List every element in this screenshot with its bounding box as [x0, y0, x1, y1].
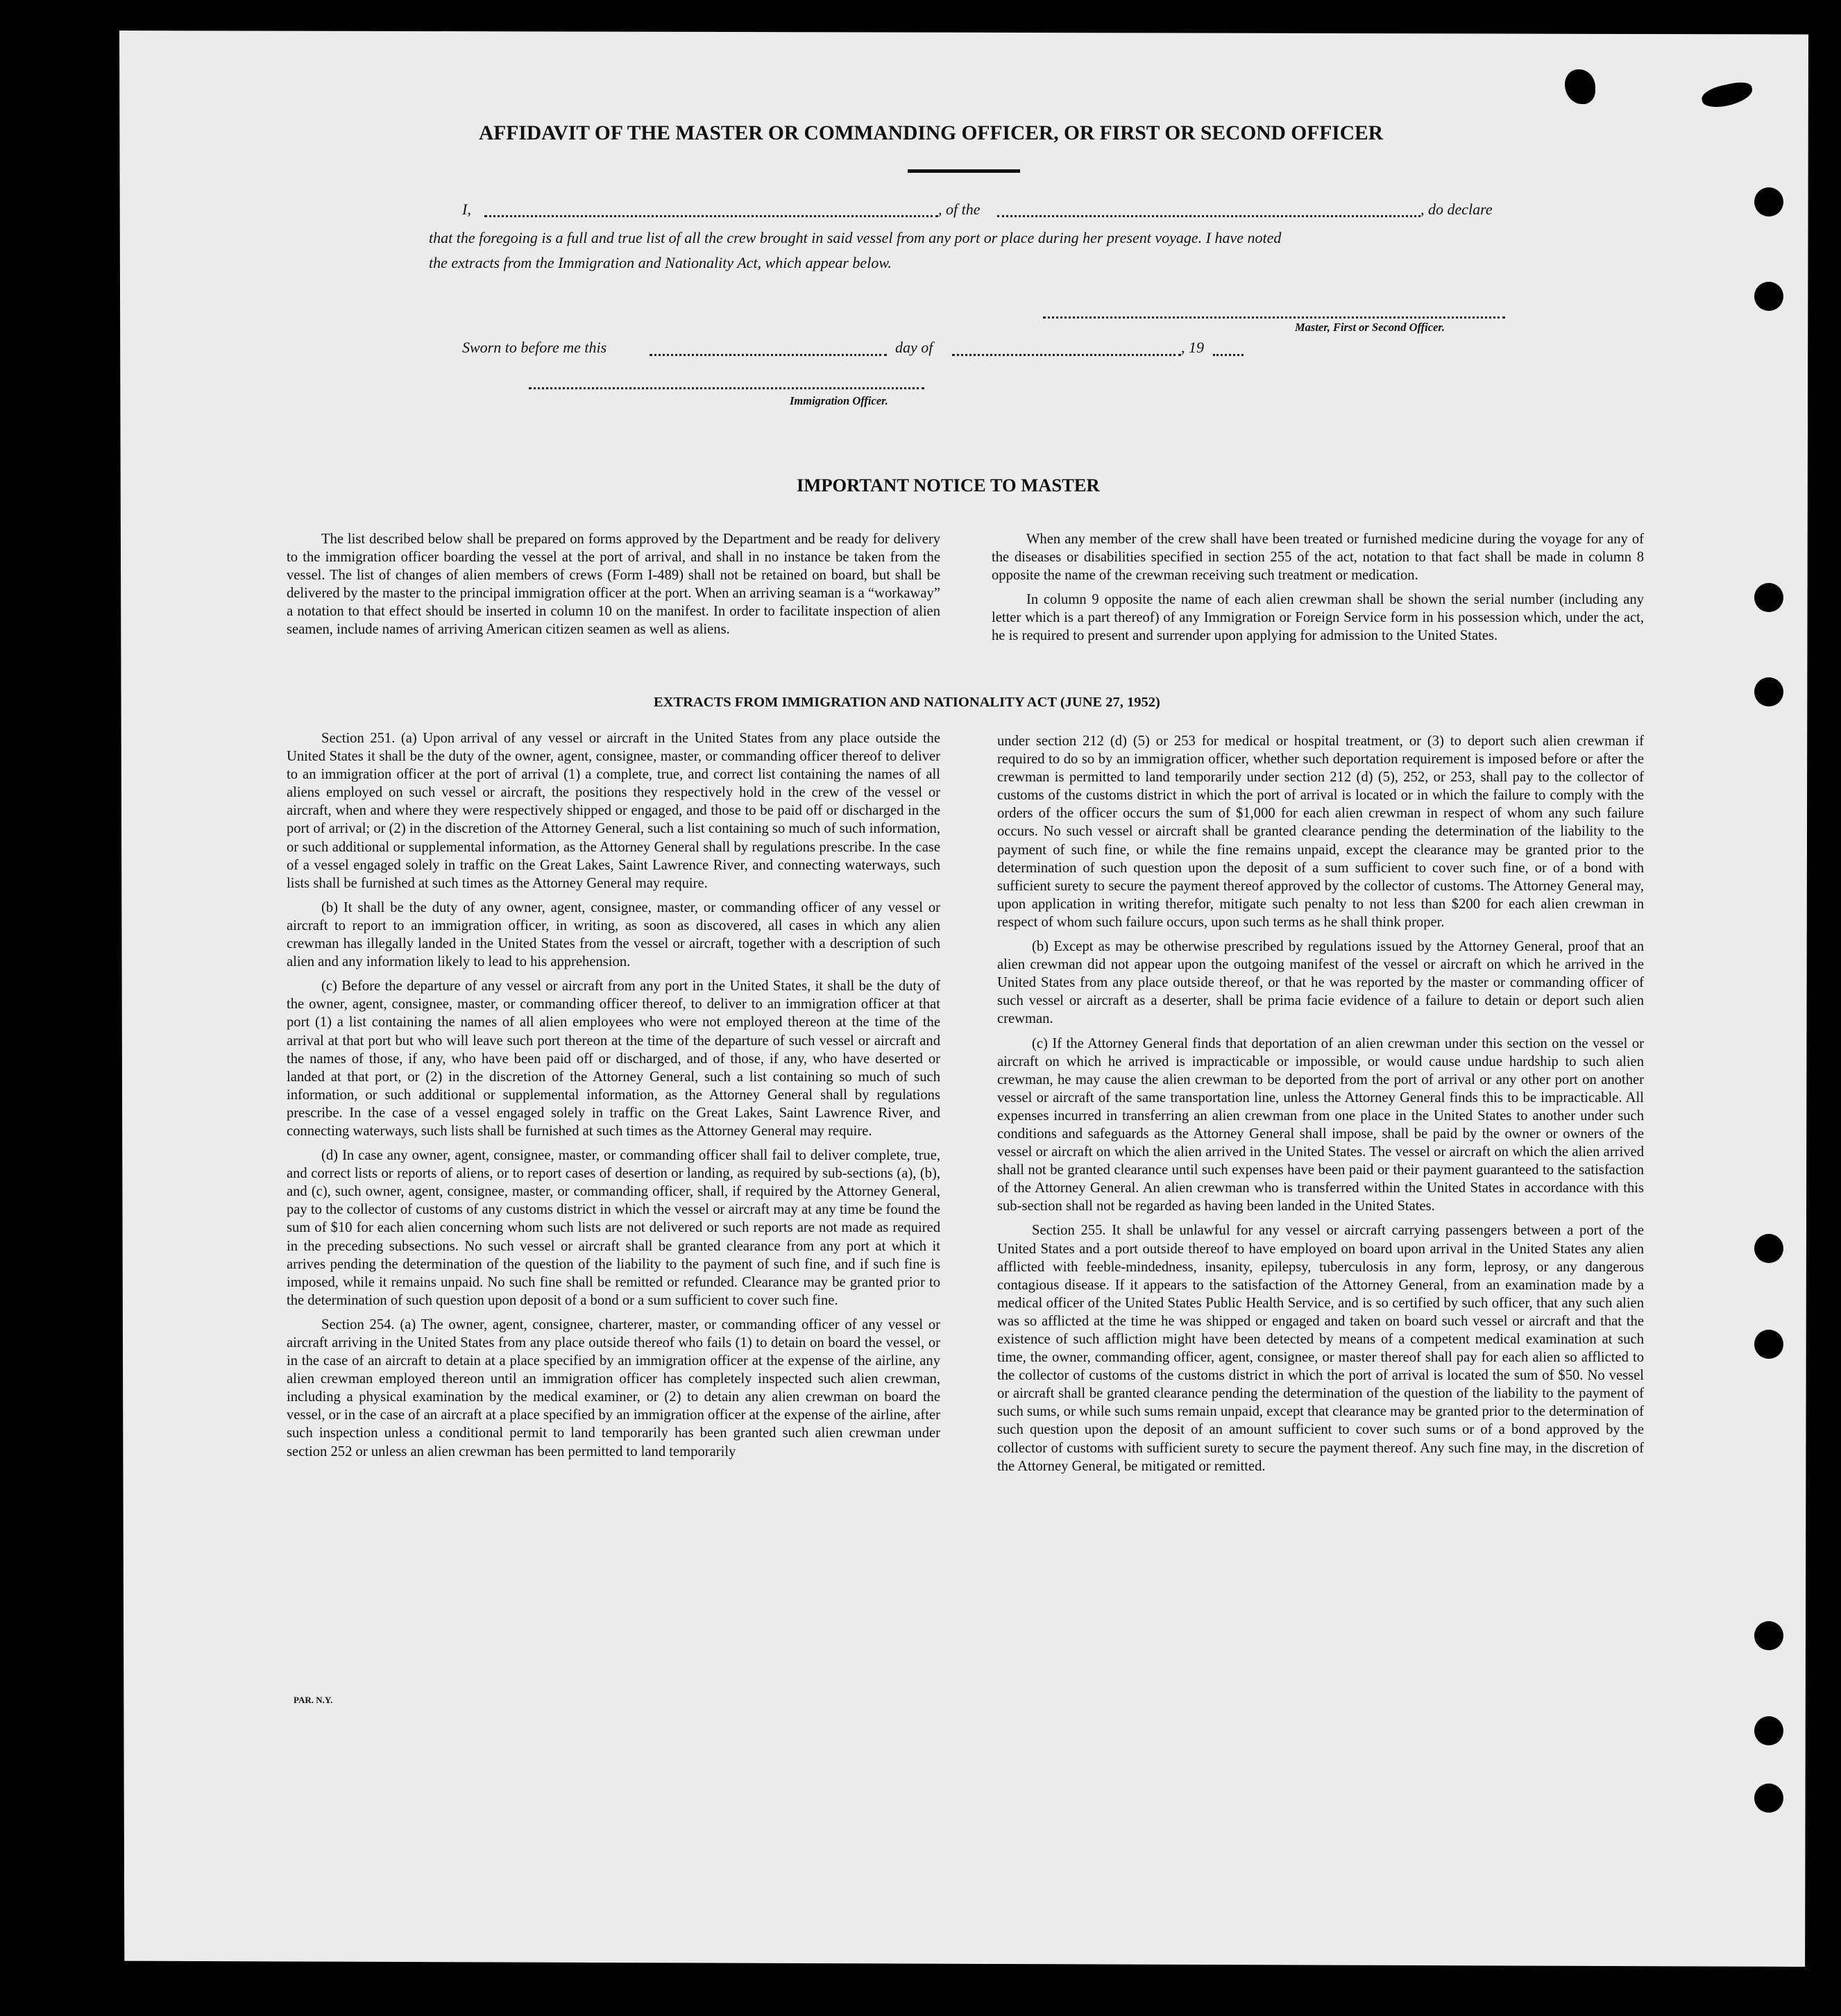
section-251-a: Section 251. (a) Upon arrival of any vessel or aircraft in the United States from any place outside the United States it shall be the duty of the owner, agent, consignee, master, or commanding officer thereof to deliver to an immigration officer at the port of arrival (1) a complete, true, and correct list containing the names of all aliens employed on such vessel or aircraft, the positions they respectively hold in the crew of the vessel or aircraft, when and where they were respectively shipped or engaged, and those to be paid off or discharged in the port of arrival; or (2) in the discretion of the Attorney General, such a list containing so much of such information, or such additional or supplemental information, as the Attorney General shall by regulations prescribe. In the case of a vessel engaged solely in traffic on the Great Lakes, Saint Lawrence River, and connecting waterways, such lists shall be furnished at such times as the Attorney General may require. [287, 731, 940, 891]
sworn-year-blank[interactable] [1213, 343, 1244, 356]
notice-paragraph: The list described below shall be prepared on forms approved by the Department and be ready for delivery to the immigration officer boarding the vessel at the port of arrival, and shall in no instance be taken from the vessel. The list of changes of alien members of crews (Form I-489) shall not be retained on board, but shall be delivered by the master to the principal immigration officer at the port. When an arriving seaman is a “workaway” a notation to that effect should be inserted in column 10 on the manifest. In order to facilitate inspection of alien seamen, include names of arriving American citizen seamen as well as aliens. [287, 532, 940, 638]
punch-hole [1754, 1621, 1783, 1650]
officer-signature-line[interactable] [529, 376, 924, 389]
master-signature-line[interactable] [1043, 305, 1505, 319]
master-signature-label: Master, First or Second Officer. [1295, 321, 1445, 334]
vessel-blank[interactable] [997, 204, 1420, 217]
punch-hole [1754, 1234, 1783, 1263]
notice-left-column [287, 530, 940, 639]
sworn-day-label: day of [895, 339, 933, 356]
notice-title: IMPORTANT NOTICE TO MASTER [797, 475, 1100, 495]
extracts-left-column [287, 729, 940, 1461]
notice-paragraph: When any member of the crew shall have been treated or furnished medicine during the voyage for any of the diseases or disabilities specified in section 255 of the act, notation to that fact shall be made in column 8 opposite the name of the crewman receiving such treatment or medication. [992, 532, 1644, 584]
section-251-c: (c) Before the departure of any vessel or aircraft from any port in the United States, it shall be the duty of the owner, agent, consignee, master, or commanding officer thereof, to deliver to an immigration officer at that port (1) a list containing the names of all alien employees who were not employed thereon at the time of the arrival at that port but who will leave such port thereon at the time of the departure of such vessel or aircraft and the names of those, if any, who have been paid off or discharged, and of those, if any, who have deserted or landed at that port, or (2) in the discretion of the Attorney General, such a list containing so much of such information, or such additional or supplemental information, as the Attorney General shall by regulations prescribe. In the case of a vessel engaged solely in traffic on the Great Lakes, Saint Lawrence River, and connecting waterways, such lists shall be furnished at such times as the Attorney General may require. [287, 979, 940, 1139]
declaration-of-the: , of the [938, 201, 981, 218]
affidavit-title: AFFIDAVIT OF THE MASTER OR COMMANDING OFFICER, OR FIRST OR SECOND OFFICER [479, 122, 1384, 144]
section-254-a: Section 254. (a) The owner, agent, consignee, charterer, master, or commanding officer of any vessel or aircraft arriving in the United States from any place outside thereof who fails (1) to detain on board the vessel, or in the case of an aircraft to detain at a place specified by an immigration officer at the expense of the airline, any alien crewman employed thereon until an immigration officer has completely inspected such alien crewman, including a physical examination by the medical examiner, or (2) to detain any alien crewman on board the vessel, or in the case of an aircraft at a place specified by an immigration officer at the expense of the airline, after such inspection unless a conditional permit to land temporarily has been granted such alien crewman under section 252 or unless an alien crewman has been permitted to land temporarily [287, 1316, 940, 1459]
printer-mark: PAR. N.Y. [294, 1695, 333, 1705]
punch-hole [1754, 1716, 1783, 1745]
title-underline [908, 169, 1020, 173]
notice-paragraph: In column 9 opposite the name of each alien crewman shall be shown the serial number (including any letter which is a part thereof) of any Immigration or Foreign Service form in his possession which, under the act, he is required to present and surrender upon applying for admission to the United States. [992, 592, 1644, 644]
section-255: Section 255. It shall be unlawful for any vessel or aircraft carrying passengers between a port of the United States and a port outside thereof to have employed on board upon arrival in the United States any alien afflicted with feeble-mindedness, insanity, epilepsy, tuberculosis in any form, leprosy, or any dangerous contagious disease. If it appears to the satisfaction of the Attorney General, from an examination made by a medical officer of the United States Public Health Service, and is so certified by such officer, that any such alien was so afflicted at the time he was shipped or engaged and taken on board such vessel or aircraft and that the existence of such affliction might have been detected by means of a competent medical examination at such time, the owner, commanding officer, agent, consignee, or master thereof shall pay for each alien so afflicted to the collector of customs of the customs district in which the port of arrival is located the sum of $50. No vessel or aircraft shall be granted clearance pending the determination of the question of the liability to the payment of such sums, or while such sums remain unpaid, except that clearance may be granted prior to the determination of such question upon the deposit of an amount sufficient to cover such sums or of a bond approved by the collector of customs with sufficient surety to secure the payment thereof. Any such fine may, in the discretion of the Attorney General, be mitigated or remitted. [997, 1223, 1644, 1474]
sworn-day-blank[interactable] [650, 343, 887, 356]
punch-hole [1754, 1784, 1783, 1813]
punch-hole [1754, 677, 1783, 706]
section-254-b: (b) Except as may be otherwise prescribed by regulations issued by the Attorney General, proof that an alien crewman did not appear upon the outgoing manifest of the vessel or aircraft on which he arrived in the United States from any place outside thereof, or that he was reported by the master or commanding officer of such vessel or aircraft as a deserter, shall be prima facie evidence of a failure to detain or deport such alien crewman. [997, 939, 1644, 1027]
sworn-label: Sworn to before me this [462, 339, 607, 356]
declaration-line-3: the extracts from the Immigration and Nationality Act, which appear below. [429, 254, 892, 271]
declaration-do-declare: , do declare [1420, 201, 1493, 218]
extracts-right-column [997, 732, 1644, 1475]
sworn-month-blank[interactable] [952, 343, 1181, 356]
punch-hole [1754, 282, 1783, 311]
punch-hole [1754, 1330, 1783, 1359]
officer-signature-label: Immigration Officer. [790, 394, 888, 407]
section-254-a-continued: under section 212 (d) (5) or 253 for medical or hospital treatment, or (3) to deport such alien crewman if required to do so by an immigration officer, whether such deportation requirement is imposed before or after the crewman is permitted to land temporarily under section 212 (d) (5), 252, or 253, shall pay to the collector of customs of the customs district in which the port of arrival is located or in which the failure to comply with the orders of the officer occurs the sum of $1,000 for each alien crewman in respect of whom any such failure occurs. No such vessel or aircraft shall be granted clearance pending the determination of the liability to the payment of such fine, or while the fine remains unpaid, except the clearance may be granted prior to the determination of such question upon the deposit of a sum sufficient to cover such fine, or of a bond with sufficient surety to secure the payment thereof approved by the collector of customs. The Attorney General may, upon application in writing therefor, mitigate such penalty to not less than $200 for each alien crewman in respect of whom such failure occurs, upon such terms as he shall think proper. [997, 734, 1644, 930]
section-251-d: (d) In case any owner, agent, consignee, master, or commanding officer shall fail to deliver complete, true, and correct lists or reports of aliens, or to report cases of desertion or landing, as required by sub-sections (a), (b), and (c), such owner, agent, consignee, master, or commanding officer, shall, if required by the Attorney General, pay to the collector of customs of any customs district in which the vessel or aircraft may at any time be found the sum of $10 for each alien concerning whom such lists are not delivered or such reports are not made as required in the preceding subsections. No such vessel or aircraft shall be granted clearance from any port at which it arrives pending the determination of the question of the liability to the payment of such fine, and if such fine is imposed, while it remains unpaid. No such fine shall be remitted or refunded. Clearance may be granted prior to the determination of such question upon deposit of a bond or a sum sufficient to cover such fine. [287, 1148, 940, 1308]
declaration-i: I, [462, 201, 471, 218]
punch-hole [1754, 583, 1783, 612]
name-blank[interactable] [484, 204, 938, 217]
declaration-line-2: that the foregoing is a full and true list of all the crew brought in said vessel from any port or place during her present voyage. I have noted [429, 229, 1282, 246]
notice-right-column [992, 530, 1644, 645]
sworn-year-label: , 19 [1181, 339, 1204, 356]
section-251-b: (b) It shall be the duty of any owner, agent, consignee, master, or commanding officer of any vessel or aircraft to report to an immigration officer, in writing, as soon as discovered, all cases in which any alien crewman has illegally landed in the United States from the vessel or aircraft, together with a description of such alien and any information likely to lead to his apprehension. [287, 899, 940, 970]
punch-hole [1754, 187, 1783, 217]
extracts-title: EXTRACTS FROM IMMIGRATION AND NATIONALITY ACT (JUNE 27, 1952) [654, 695, 1160, 710]
section-254-c: (c) If the Attorney General finds that deportation of an alien crewman under this section on the vessel or aircraft on which he arrived is impracticable or impossible, or would cause undue hardship to such alien crewman, he may cause the alien crewman to be deported from the port of arrival or any other port on another vessel or aircraft of the same transportation line, unless the Attorney General finds this to be impracticable. All expenses incurred in transferring an alien crewman from one place in the United States to another under such conditions and safeguards as the Attorney General shall impose, shall be paid by the owner or owners of the vessel or aircraft on which the alien arrived in the United States. The vessel or aircraft on which the alien arrived shall not be granted clearance until such expenses have been paid or their payment guaranteed to the satisfaction of the Attorney General. An alien crewman who is transferred within the United States in accordance with this sub-section shall not be regarded as having been landed in the United States. [997, 1035, 1644, 1214]
